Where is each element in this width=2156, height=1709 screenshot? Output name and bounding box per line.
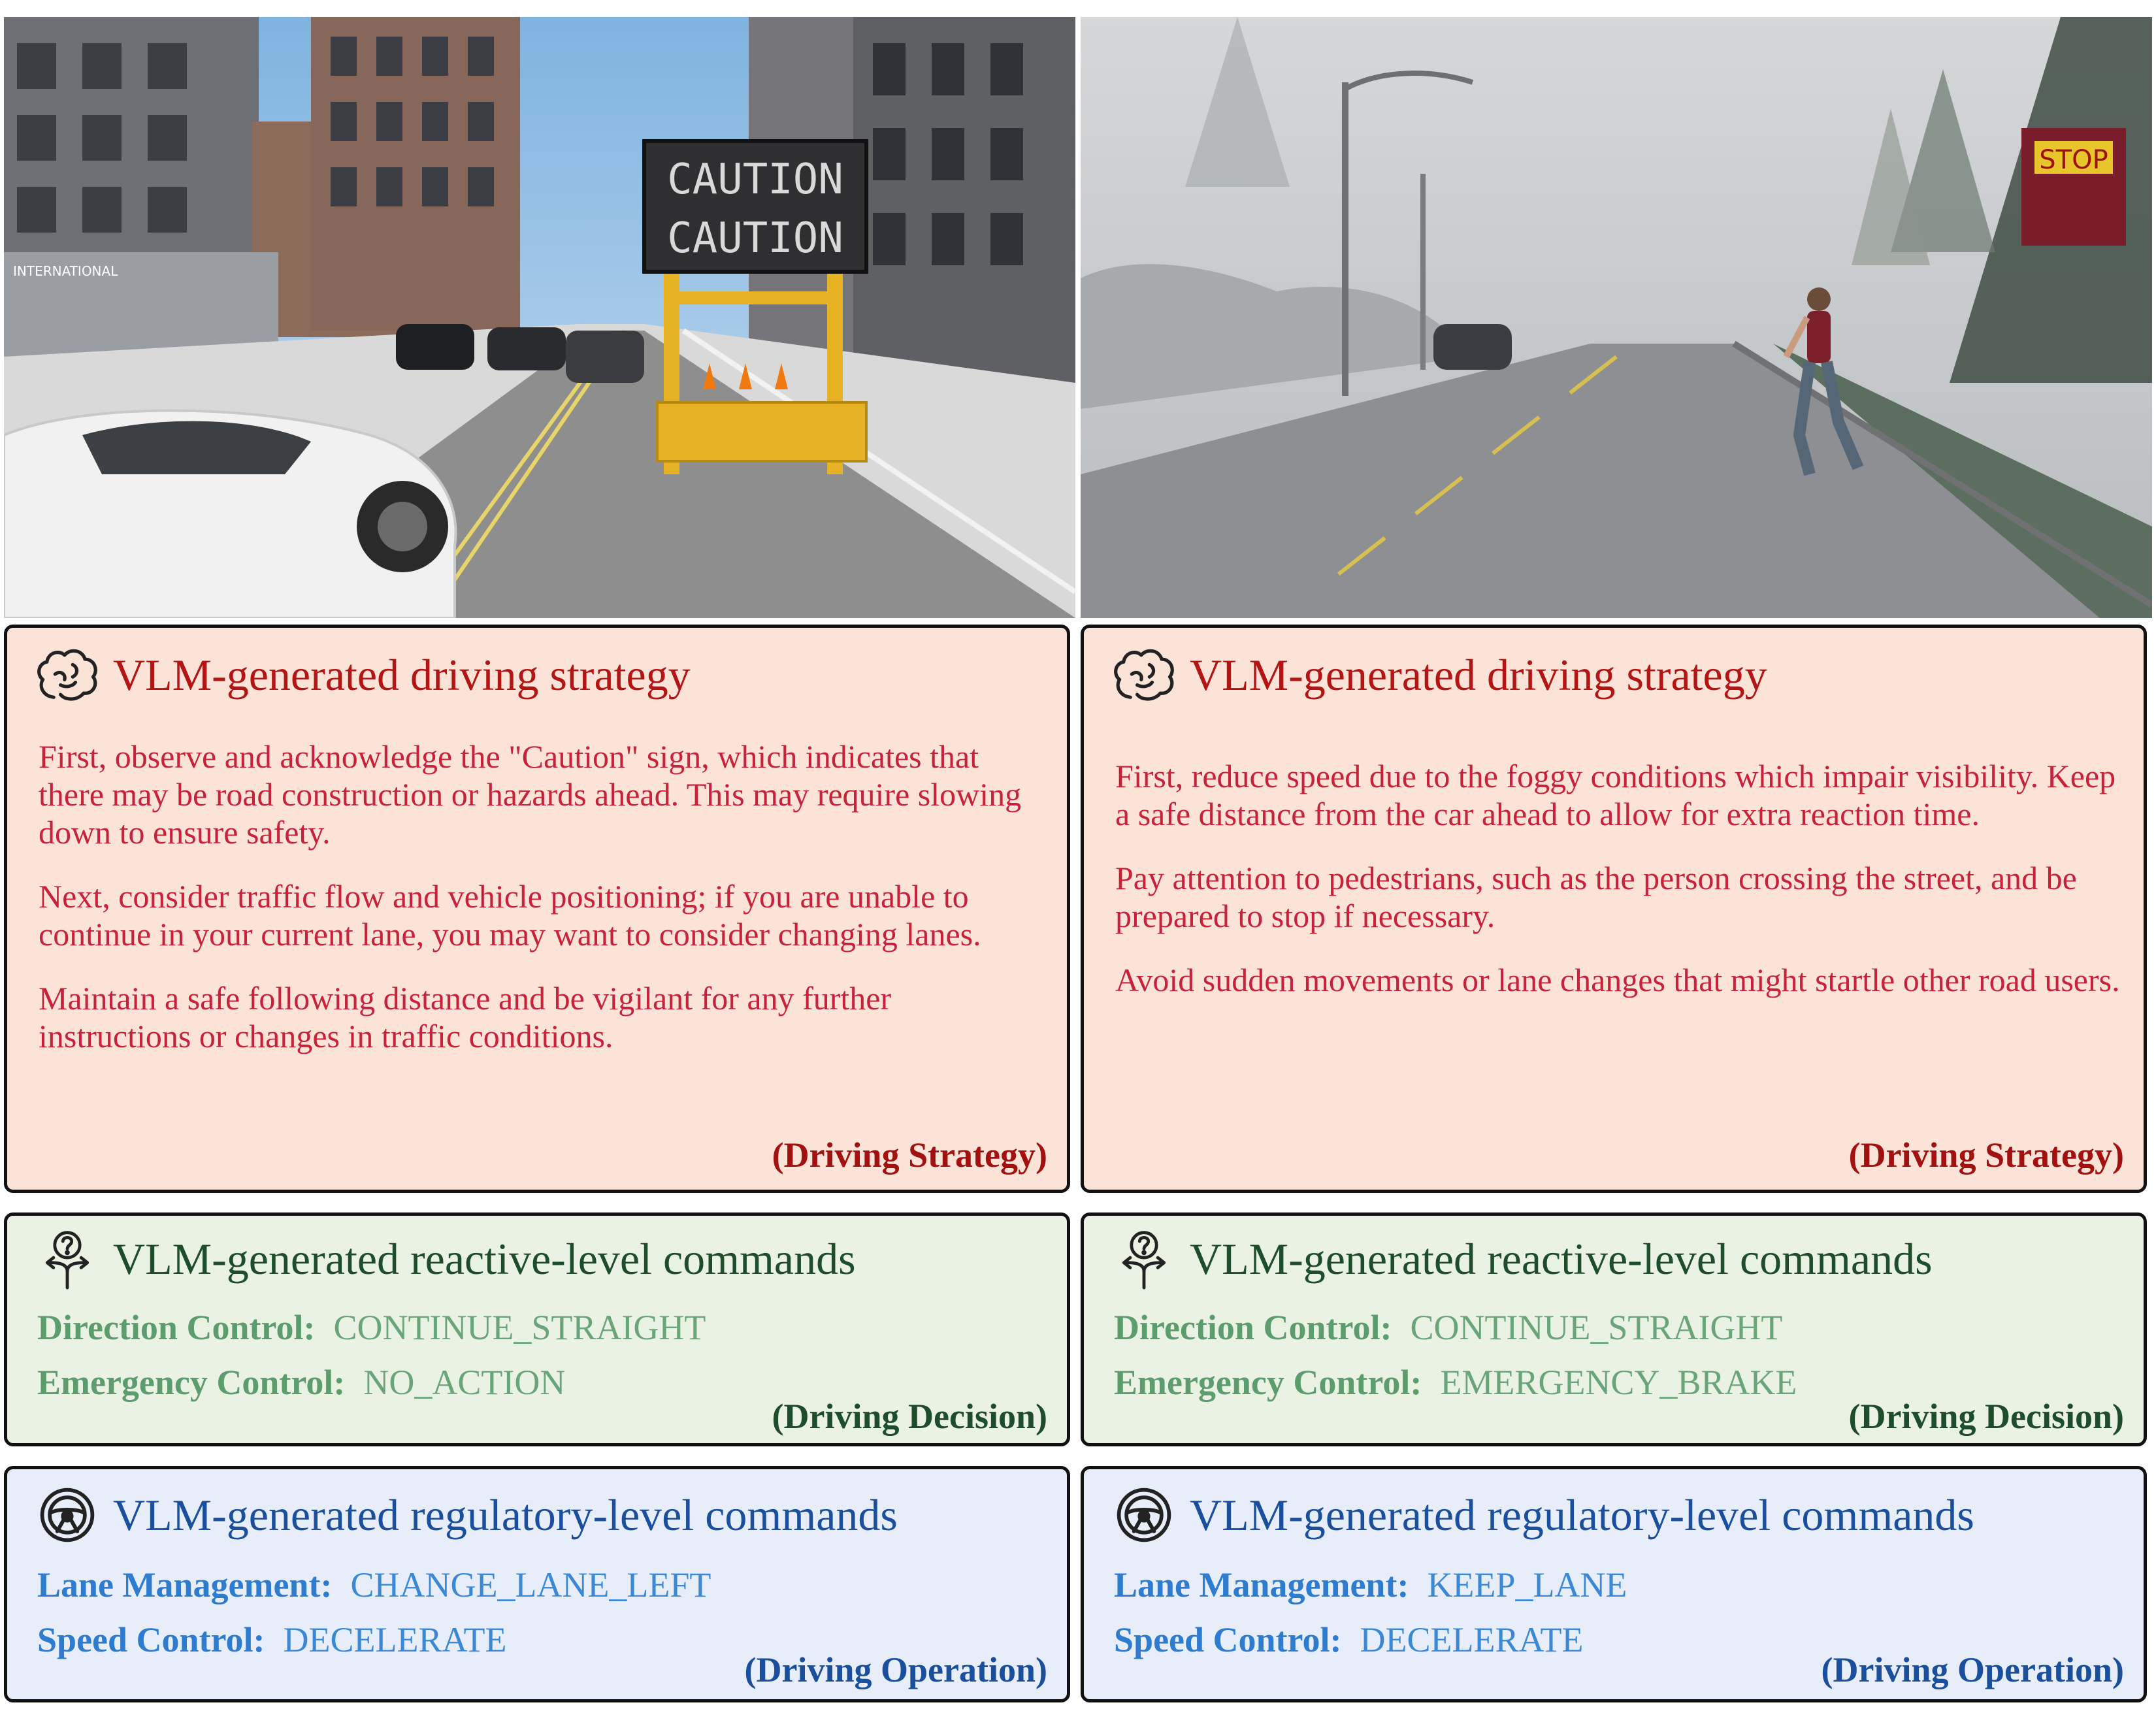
direction-control-value: CONTINUE_STRAIGHT: [333, 1308, 706, 1347]
decision-arrows-icon: [1110, 1228, 1178, 1290]
strategy-title: VLM-generated driving strategy: [113, 650, 691, 700]
speed-control-field: [37, 1622, 507, 1657]
direction-control-label: Direction Control:: [37, 1308, 316, 1347]
scenario-right: [1081, 0, 2152, 1709]
operation-tag: (Driving Operation): [1821, 1650, 2124, 1689]
lane-management-value: KEEP_LANE: [1427, 1565, 1627, 1604]
lane-management-field: [1114, 1567, 1627, 1603]
lane-management-label: Lane Management:: [37, 1565, 333, 1604]
brain-icon: [33, 643, 101, 706]
regulatory-header: [33, 1484, 898, 1546]
speed-control-label: Speed Control:: [37, 1620, 265, 1659]
svg-text:CAUTION: CAUTION: [667, 155, 843, 204]
brain-icon: [1110, 643, 1178, 706]
emergency-control-value: NO_ACTION: [363, 1363, 566, 1402]
speed-control-value: DECELERATE: [1360, 1620, 1584, 1659]
scene-foggy-road: [1081, 17, 2152, 618]
strategy-paragraph: Pay attention to pedestrians, such as the person crossing the street, and be prepared to stop if necessary.: [1115, 860, 2077, 934]
regulatory-commands-panel: [1081, 1466, 2147, 1702]
strategy-paragraph: Maintain a safe following distance and be vigilant for any further instructions or changes in traffic conditions.: [39, 980, 892, 1054]
driving-strategy-panel: [4, 625, 1070, 1193]
direction-control-value: CONTINUE_STRAIGHT: [1410, 1308, 1783, 1347]
stop-sign-text: STOP: [2039, 145, 2108, 175]
lane-management-label: Lane Management:: [1114, 1565, 1409, 1604]
strategy-paragraphs: [39, 738, 1045, 1081]
direction-control-field: [1114, 1310, 1782, 1345]
lane-management-value: CHANGE_LANE_LEFT: [350, 1565, 711, 1604]
strategy-title: VLM-generated driving strategy: [1190, 650, 1767, 700]
foggy-road-illustration: [1081, 17, 2152, 618]
strategy-paragraphs: [1115, 757, 2121, 1025]
speed-control-label: Speed Control:: [1114, 1620, 1342, 1659]
svg-text:CAUTION: CAUTION: [667, 214, 843, 263]
city-street-illustration: [4, 17, 1075, 618]
strategy-paragraph: Next, consider traffic flow and vehicle positioning; if you are unable to continue in your current lane, you may want to consider changing lanes.: [39, 878, 981, 952]
regulatory-title: VLM-generated regulatory-level commands: [113, 1490, 898, 1540]
reactive-commands-panel: [4, 1213, 1070, 1446]
steering-wheel-icon: [33, 1484, 101, 1546]
decision-arrows-icon: [33, 1228, 101, 1290]
reactive-title: VLM-generated reactive-level commands: [113, 1234, 856, 1284]
lane-management-field: [37, 1567, 711, 1603]
emergency-control-label: Emergency Control:: [1114, 1363, 1422, 1402]
strategy-paragraph: First, observe and acknowledge the "Caution" sign, which indicates that there may be road construction or hazards ahead. This may require slowing down to ensure safety.: [39, 738, 1022, 851]
speed-control-field: [1114, 1622, 1584, 1657]
steering-wheel-icon: [1110, 1484, 1178, 1546]
driving-strategy-panel: [1081, 625, 2147, 1193]
regulatory-commands-panel: [4, 1466, 1070, 1702]
reactive-header: [33, 1228, 856, 1290]
scenario-left: [4, 0, 1075, 1709]
reactive-commands-panel: [1081, 1213, 2147, 1446]
strategy-header: [1110, 643, 1767, 706]
direction-control-field: [37, 1310, 706, 1345]
strategy-paragraph: First, reduce speed due to the foggy conditions which impair visibility. Keep a safe distance from the car ahead to allow for extra reaction time.: [1115, 758, 2116, 832]
strategy-header: [33, 643, 691, 706]
operation-tag: (Driving Operation): [744, 1650, 1047, 1689]
strategy-tag: (Driving Strategy): [772, 1135, 1047, 1175]
emergency-control-field: [37, 1365, 565, 1400]
emergency-control-field: [1114, 1365, 1797, 1400]
car-ahead: [1433, 324, 1512, 370]
direction-control-label: Direction Control:: [1114, 1308, 1392, 1347]
emergency-control-value: EMERGENCY_BRAKE: [1440, 1363, 1797, 1402]
regulatory-title: VLM-generated regulatory-level commands: [1190, 1490, 1974, 1540]
strategy-paragraph: Avoid sudden movements or lane changes that might startle other road users.: [1115, 962, 2120, 998]
reactive-title: VLM-generated reactive-level commands: [1190, 1234, 1933, 1284]
regulatory-header: [1110, 1484, 1974, 1546]
emergency-control-label: Emergency Control:: [37, 1363, 346, 1402]
strategy-tag: (Driving Strategy): [1848, 1135, 2124, 1175]
speed-control-value: DECELERATE: [283, 1620, 507, 1659]
storefront-sign: INTERNATIONAL: [13, 263, 118, 279]
decision-tag: (Driving Decision): [1848, 1397, 2124, 1436]
scene-city-construction: [4, 17, 1075, 618]
reactive-header: [1110, 1228, 1933, 1290]
decision-tag: (Driving Decision): [772, 1397, 1047, 1436]
